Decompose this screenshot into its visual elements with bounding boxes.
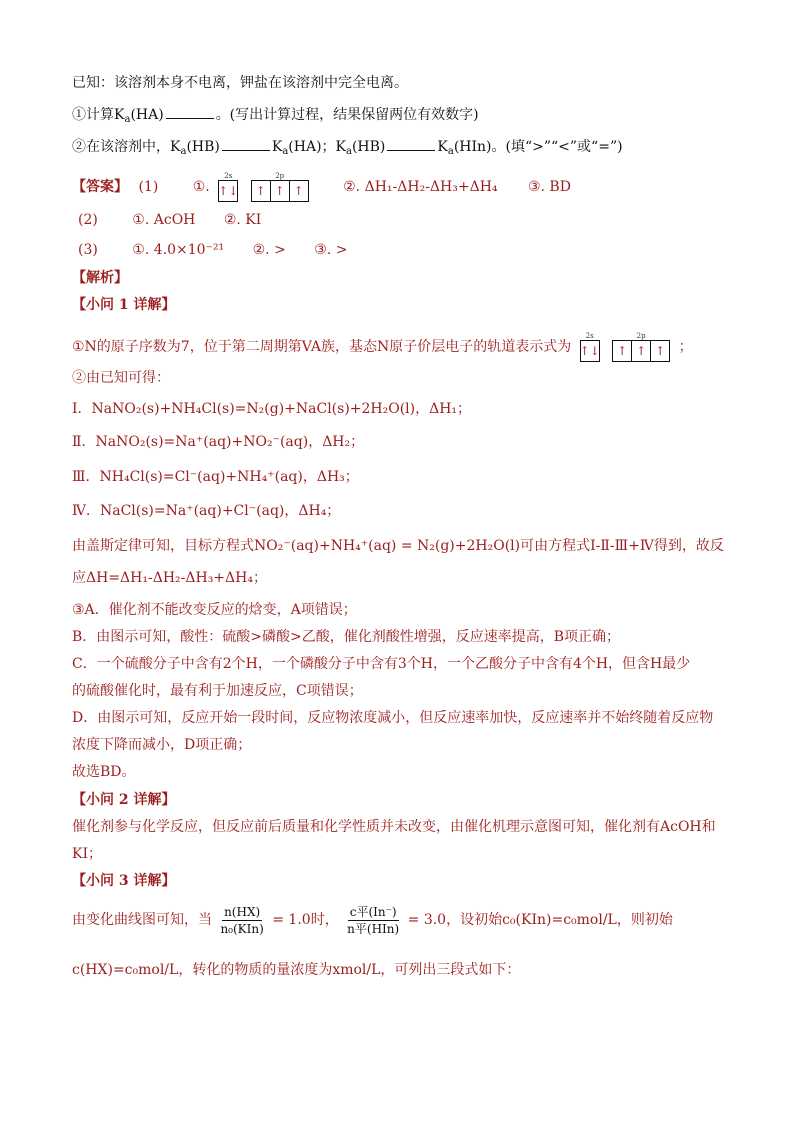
option-c-line-1: C．一个硫酸分子中含有2个H，一个磷酸分子中含有3个H，一个乙酸分子中含有4个H，但含H最少 <box>72 656 691 672</box>
orbital-2s: 2s ↑↓ <box>218 172 238 202</box>
choose-line: 故选BD。 <box>72 764 136 780</box>
option-a: ③A．催化剂不能改变反应的焓变，A项错误； <box>72 602 357 618</box>
analysis-1-line-2: ②由已知可得： <box>72 370 170 386</box>
option-d-line-1: D．由图示可知，反应开始一段时间，反应物浓度减小，但反应速率加快，反应速率并不始终随着反应物 <box>72 710 714 726</box>
option-b: B．由图示可知，酸性：硫酸>磷酸>乙酸，催化剂酸性增强，反应速率提高，B项正确； <box>72 629 621 645</box>
equation-2: Ⅱ．NaNO₂(s)=Na⁺(aq)+NO₂⁻(aq)，ΔH₂； <box>72 434 365 450</box>
answer-1: 【答案】 (1) ①. 2s ↑↓ 2p ↑ ↑ ↑ ②. ΔH₁-ΔH₂-ΔH₃+ΔH₄ ③. BD <box>72 172 571 202</box>
question-2: ②在该溶剂中，$K_a(HB)$ $K_a(HA)$；$K_a(HB)$ $K_a(HIn)$。(填“>”“<”或“=”) <box>72 136 623 162</box>
sub-question-2-heading: 【小问 2 详解】 <box>72 792 176 808</box>
option-c-line-2: 的硫酸催化时，最有利于加速反应，C项错误； <box>72 683 363 699</box>
up-arrow-icon: ↑ <box>289 181 308 201</box>
up-arrow-icon: ↑ <box>631 341 650 361</box>
given-line: 已知：该溶剂本身不电离，钾盐在该溶剂中完全电离。 <box>72 75 408 91</box>
equation-1: Ⅰ．NaNO₂(s)+NH₄Cl(s)=N₂(g)+NaCl(s)+2H₂O(l)，ΔH₁； <box>72 401 472 417</box>
answer-blank[interactable] <box>222 136 270 151</box>
analysis-2-line-1: 催化剂参与化学反应，但反应前后质量和化学性质并未改变，由催化机理示意图可知，催化剂有AcOH和 <box>72 819 716 835</box>
analysis-heading: 【解析】 <box>72 270 128 286</box>
answer-3: (3) ①. 4.0×10⁻²¹ ②. > ③. > <box>78 242 348 258</box>
orbital-2p: 2p ↑ ↑ ↑ <box>251 172 309 202</box>
up-arrow-icon: ↑ <box>255 184 266 198</box>
equation-4: Ⅳ．NaCl(s)=Na⁺(aq)+Cl⁻(aq)，ΔH₄； <box>72 503 341 519</box>
up-down-arrow-icon: ↑↓ <box>218 184 239 198</box>
question-1: ①计算$K_a(HA)$ 。(写出计算过程，结果保留两位有效数字) <box>72 104 479 130</box>
up-arrow-icon: ↑ <box>270 181 289 201</box>
analysis-3-line-1: 由变化曲线图可知，当 $\frac{n(HX)}{\text{n₀(KIn)}}$ = 1.0时， $\frac{\text{c平(In⁻)}}{\text{n平(HIn)}}$ = 3.0，设初始c₀(KIn)=c₀mol/L，则初始 <box>72 904 673 936</box>
analysis-1-line-1: ①N的原子序数为7，位于第二周期第VA族，基态N原子价层电子的轨道表示式为 2s ↑↓ 2p ↑ ↑ ↑ ； <box>72 332 693 362</box>
orbital-2p: 2p ↑ ↑ ↑ <box>612 332 670 362</box>
sub-question-1-heading: 【小问 1 详解】 <box>72 297 176 313</box>
ratio-fraction: $\frac{n(HX)}{\text{n₀(KIn)}}$ <box>220 904 264 936</box>
up-down-arrow-icon: ↑↓ <box>579 344 600 358</box>
answer-blank[interactable] <box>387 136 435 151</box>
sub-question-3-heading: 【小问 3 详解】 <box>72 873 176 889</box>
answer-blank[interactable] <box>166 104 214 119</box>
equilibrium-fraction: $\frac{\text{c平(In⁻)}}{\text{n平(HIn)}}$ <box>347 904 400 936</box>
analysis-2-line-2: KI； <box>72 846 102 862</box>
hess-line-1: 由盖斯定律可知，目标方程式NO₂⁻(aq)+NH₄⁺(aq) = N₂(g)+2H₂O(l)可由方程式Ⅰ-Ⅱ-Ⅲ+Ⅳ得到，故反 <box>72 538 724 554</box>
answer-2: (2) ①. AcOH ②. KI <box>78 212 262 228</box>
hess-line-2: 应ΔH=ΔH₁-ΔH₂-ΔH₃+ΔH₄； <box>72 570 267 586</box>
up-arrow-icon: ↑ <box>650 341 669 361</box>
option-d-line-2: 浓度下降而减小，D项正确； <box>72 737 252 753</box>
orbital-2s: 2s ↑↓ <box>580 332 600 362</box>
equation-3: Ⅲ．NH₄Cl(s)=Cl⁻(aq)+NH₄⁺(aq)，ΔH₃； <box>72 469 359 485</box>
up-arrow-icon: ↑ <box>617 344 628 358</box>
analysis-3-line-2: c(HX)=c₀mol/L，转化的物质的量浓度为xmol/L，可列出三段式如下： <box>72 962 521 978</box>
